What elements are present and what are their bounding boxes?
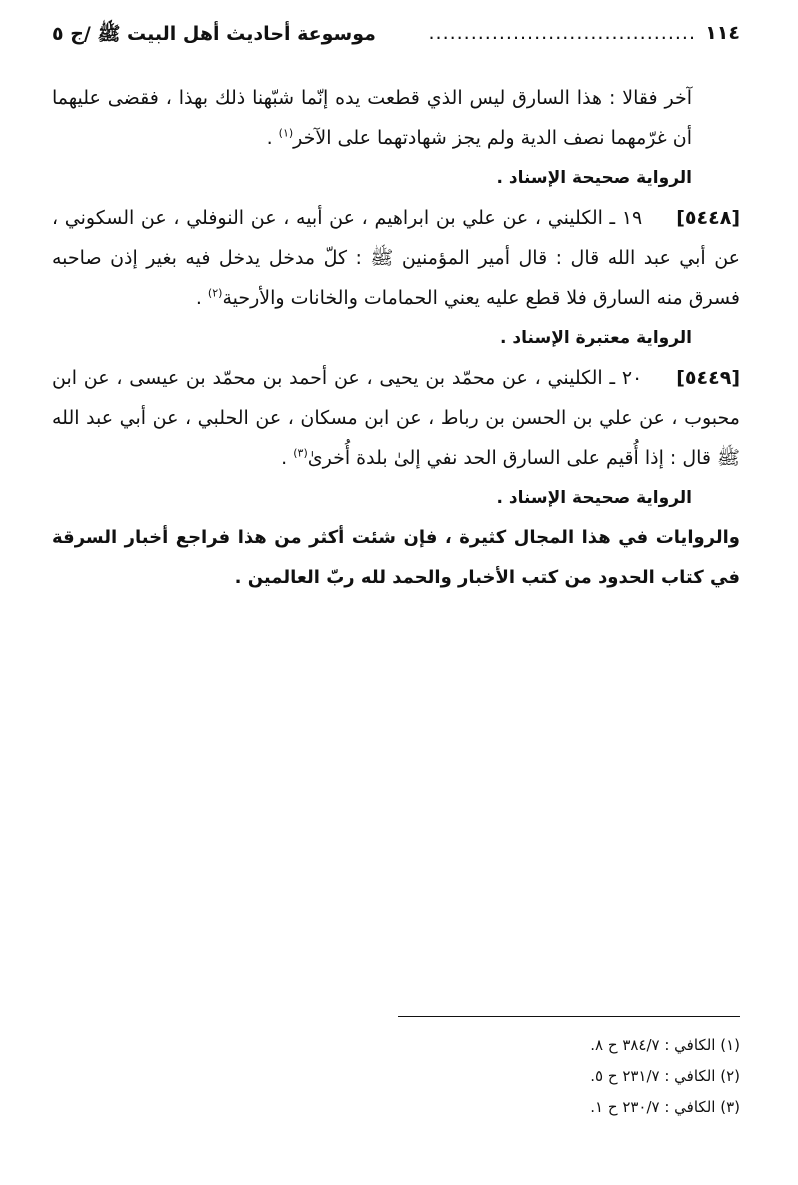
hadith-text: ١٩ ـ الكليني ، عن علي بن ابراهيم ، عن أبيه ، عن النوفلي ، عن السكوني ، عن أبي عبد الله قال : قال أمير المؤمنين ﷺ : كلّ مدخل يدخل فيه بغير إذن صاحبه فسرق منه السارق فلا قطع عليه يعني الحمامات والخانات والأرحية: [52, 207, 740, 309]
hadith-end: .: [195, 287, 208, 309]
paragraph-end: .: [266, 127, 279, 149]
header-leader-dots: ......................................: [428, 22, 696, 44]
hadith-text: ٢٠ ـ الكليني ، عن محمّد بن يحيى ، عن أحمد بن محمّد بن عيسى ، عن ابن محبوب ، عن علي بن الحسن بن رباط ، عن ابن مسكان ، عن الحلبي ، عن أبي عبد الله ﷺ قال : إذا أُقيم على السارق الحد نفي إلىٰ بلدة أُخرىٰ: [52, 367, 740, 469]
footnote-ref-2[interactable]: (٢): [207, 286, 223, 300]
hadith-5448: [52, 198, 740, 318]
paragraph-text: آخر فقالا : هذا السارق ليس الذي قطعت يده إنّما شبّهنا ذلك بهذا ، فقضى عليهما أن غرّمهما نصف الدية ولم يجز شهادتهما على الآخر: [52, 87, 692, 149]
chain-grade-2: الرواية معتبرة الإسناد .: [500, 328, 692, 348]
page-number: ١١٤: [705, 22, 740, 44]
footnotes: [340, 1030, 740, 1123]
chain-grade-1: الرواية صحيحة الإسناد .: [496, 168, 692, 188]
main-text: [52, 78, 740, 598]
chain-grade-3: الرواية صحيحة الإسناد .: [496, 488, 692, 508]
running-title: موسوعة أحاديث أهل البيت ﷺ /ج ٥: [52, 23, 376, 45]
hadith-number: [٥٤٤٩]: [676, 367, 740, 389]
footnote-2: (٢) الكافي : ٢٣١/٧ ح ٥.: [590, 1067, 740, 1085]
footnote-ref-1[interactable]: (١): [278, 126, 294, 140]
footnote-1: (١) الكافي : ٣٨٤/٧ ح ٨.: [590, 1036, 740, 1054]
closing-paragraph: والروايات في هذا المجال كثيرة ، فإن شئت أكثر من هذا فراجع أخبار السرقة في كتاب الحدود من كتب الأخبار والحمد لله ربّ العالمين .: [52, 527, 740, 588]
hadith-5449: [52, 358, 740, 478]
running-header: [52, 22, 740, 58]
footnote-ref-3[interactable]: (٣): [293, 446, 308, 460]
footnote-divider: [398, 1016, 740, 1017]
hadith-number: [٥٤٤٨]: [676, 207, 740, 229]
paragraph-continuation: [52, 78, 740, 158]
footnote-3: (٣) الكافي : ٢٣٠/٧ ح ١.: [590, 1098, 740, 1116]
hadith-end: .: [281, 447, 294, 469]
